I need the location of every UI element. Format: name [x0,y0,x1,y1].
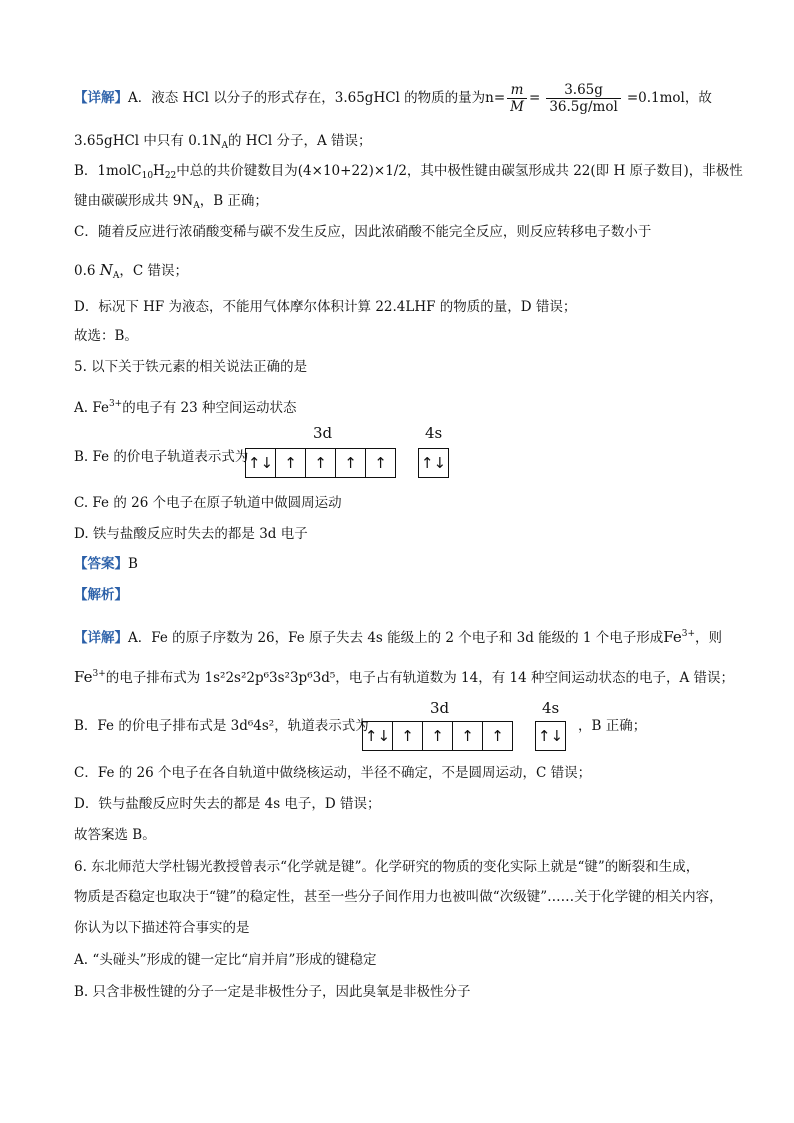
p2-line-6: 故答案选 B。 [74,827,156,843]
q5-answer: 【答案】B [74,556,138,572]
label-3d: 3d [313,424,333,442]
q5-stem: 5. 以下关于铁元素的相关说法正确的是 [74,359,308,375]
orbital-3d-box: ↑↓ [246,449,276,477]
orbital-3d-box: ↑ [336,449,366,477]
answer-tag: 【答案】 [74,556,128,572]
q6-stem-line-1: 6. 东北师范大学杜锡光教授曾表示“化学就是键”。化学研究的物质的变化实际上就是“键”的断裂和生成， [74,859,700,875]
orbital-3d-boxes [245,448,396,478]
orbital-3d-box: ↑ [423,722,453,750]
p1-line-4: 键由碳碳形成共 $9N_A$，B 正确； [74,193,268,211]
orbital-3d-box: ↑ [374,454,387,472]
p2-line-1: 【详解】A．Fe 的原子序数为 26，Fe 原子失去 4s 能级上的 2 个电子和 3d 能级的 1 个电子形成$Fe^{3+}$，则 [74,628,723,646]
q6-stem-line-3: 你认为以下描述符合事实的是 [74,920,250,936]
orbital-4s-box: ↑↓ [537,727,564,745]
q5-option-d: D. 铁与盐酸反应时失去的都是 3d 电子 [74,526,308,542]
fraction-mass-over-molar: $\frac{3.65g}{\text{36.5g/mol}}$ [546,82,621,115]
p2-line-4: C．Fe 的 26 个电子在各自轨道中做绕核运动，半径不确定，不是圆周运动，C 错误； [74,765,592,781]
orbital-3d-box: ↑ [393,722,423,750]
q5-option-a: A. $Fe^{3+}$的电子有 23 种空间运动状态 [74,399,297,416]
orbital-3d-boxes [362,721,513,751]
q5-analysis-tag: 【解析】 [74,587,128,603]
p1-line-3: B．$1molC_{10}H_{22}$中总的共价键数目为(4×10+22)×1/2，其中极性键由碳氢形成共 22(即 H 原子数目)，非极性 [74,163,743,181]
orbital-4s-boxes [418,448,449,478]
q6-stem-line-2: 物质是否稳定也取决于“键”的稳定性，甚至一些分子间作用力也被叫做“次级键”……关于化学键的相关内容， [74,889,723,905]
p2-line-2: $Fe^{3+}$的电子排布式为 1s²2s²2p⁶3s²3p⁶3d⁵，电子占有轨道数为 14，有 14 种空间运动状态的电子，A 错误； [74,668,735,686]
p2-line-3-pre: B．Fe 的价电子排布式是 3d⁶4s²，轨道表示式为 [74,718,369,734]
q5-orbital-diagram [245,424,460,482]
p2-line-3-post: ，B 正确； [578,718,647,734]
orbital-4s-box: ↑↓ [420,454,447,472]
orbital-3d-box: ↑↓ [363,722,393,750]
orbital-3d-box: ↑ [453,722,483,750]
p1-line-8: 故选：B。 [74,328,138,344]
p1-line-2: 3.65gHCl 中只有 $0.1N_A$的 HCl 分子，A 错误； [74,133,372,151]
orbital-3d-box: ↑ [306,449,336,477]
q5-option-b: B. Fe 的价电子轨道表示式为 [74,449,249,465]
orbital-4s-boxes [535,721,566,751]
p2-orbital-diagram: 3d 4s ↑↓ ↑ ↑ ↑ ↑ ↑↓ [362,699,577,757]
q6-option-b: B. 只含非极性键的分子一定是非极性分子，因此臭氧是非极性分子 [74,984,471,1000]
label-4s: 4s [425,424,443,442]
p2-line-5: D．铁与盐酸反应时失去的都是 4s 电子，D 错误； [74,796,381,812]
orbital-3d-box: ↑ [276,449,306,477]
fraction-m-over-M: $\frac{m}{M}$ [507,82,527,115]
p1-line-7: D．标况下 HF 为液态，不能用气体摩尔体积计算 22.4LHF 的物质的量，D 错误； [74,299,577,315]
q5-option-c: C. Fe 的 26 个电子在原子轨道中做圆周运动 [74,495,342,511]
p1-line-6: 0.6 $N_A$，C 错误； [74,261,189,281]
p1-line-1: 【详解】A．液态 HCl 以分子的形式存在，3.65gHCl 的物质的量为n= $\frac{m}{M}$ = $\frac{3.65g}{\text{36.5g/mol}}$ =0.1mol，故 [74,82,712,115]
orbital-3d-box: ↑ [491,727,504,745]
detail-tag: 【详解】 [74,90,128,106]
p1-line-5: C．随着反应进行浓硝酸变稀与碳不发生反应，因此浓硝酸不能完全反应，则反应转移电子数小于 [74,224,652,240]
q6-option-a: A. “头碰头”形成的键一定比“肩并肩”形成的键稳定 [74,952,377,968]
